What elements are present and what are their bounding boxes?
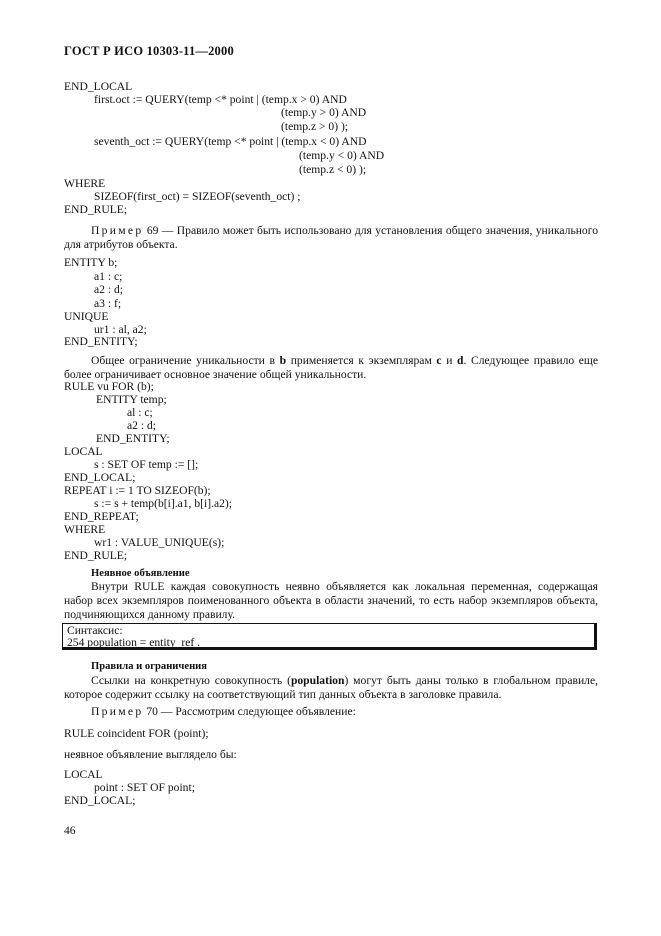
- code-line: REPEAT i := 1 TO SIZEOF(b);: [64, 484, 211, 497]
- code-line: LOCAL: [64, 445, 103, 458]
- text-run: Внутри RULE каждая совокупность неявно объявляется как локальная переменная, содержащая набор всех экземпляров поименованного объекта в области значений, то есть набор экземпляров объекта, подчиняющихся данному правилу.: [64, 580, 598, 621]
- code-line: (temp.z < 0) );: [299, 163, 367, 176]
- text-run: Ссылки на конкретную совокупность (: [91, 674, 291, 687]
- code-line: al : c;: [127, 406, 153, 419]
- text-line: неявное объявление выглядело бы:: [64, 748, 237, 761]
- syntax-box: [62, 623, 597, 650]
- implicit-paragraph: [64, 580, 598, 622]
- code-line: s := s + temp(b[i].a1, b[i].a2);: [94, 497, 232, 510]
- code-line: ENTITY temp;: [96, 393, 167, 406]
- text-run: ) могут быть даны только в глобальном правиле, которое содержит ссылку на соответствующий тип данных объекта в заголовке правила.: [64, 674, 599, 701]
- bold-term: population: [290, 674, 345, 687]
- text-run: применяется к экземплярам: [286, 354, 437, 367]
- example-text: 69 — Правило может быть использовано для установления общего значения, уникального для атрибутов объекта.: [64, 224, 598, 251]
- code-line: first.oct := QUERY(temp <* point | (temp.x > 0) AND: [94, 93, 347, 106]
- code-line: RULE vu FOR (b);: [64, 380, 154, 393]
- unique-paragraph: [64, 354, 598, 382]
- code-line: END_ENTITY;: [96, 432, 170, 445]
- code-line: wr1 : VALUE_UNIQUE(s);: [94, 536, 225, 549]
- text-run: и: [441, 354, 458, 367]
- example-text: 70 — Рассмотрим следующее объявление:: [143, 705, 356, 718]
- code-line: END_ENTITY;: [64, 335, 138, 348]
- syntax-rule: 254 population = entity_ref .: [67, 636, 201, 649]
- bold-term: b: [279, 354, 287, 367]
- code-line: a1 : c;: [94, 270, 123, 283]
- section-heading-implicit: Неявное объявление: [91, 568, 190, 579]
- code-line: WHERE: [64, 523, 106, 536]
- code-line: END_LOCAL: [64, 80, 133, 93]
- bold-term: c: [436, 354, 442, 367]
- section-heading-rules: Правила и ограничения: [91, 661, 208, 672]
- code-line: RULE coincident FOR (point);: [64, 727, 209, 740]
- rules-paragraph: [64, 674, 598, 702]
- code-line: ENTITY b;: [64, 256, 118, 269]
- code-line: END_LOCAL;: [64, 471, 136, 484]
- bold-term: d: [457, 354, 464, 367]
- text-run: Общее ограничение уникальности в: [91, 354, 280, 367]
- code-line: ur1 : al, a2;: [94, 323, 147, 336]
- syntax-label: Синтаксис:: [67, 624, 123, 637]
- code-line: (temp.y < 0) AND: [299, 149, 385, 162]
- example-70-paragraph: [64, 705, 598, 719]
- code-line: END_RULE;: [64, 203, 128, 216]
- code-line: UNIQUE: [64, 310, 109, 323]
- example-label: Пример: [91, 224, 144, 237]
- code-line: a2 : d;: [94, 283, 123, 296]
- code-line: WHERE: [64, 177, 106, 190]
- code-line: (temp.y > 0) AND: [281, 106, 367, 119]
- code-line: SIZEOF(first_oct) = SIZEOF(seventh_oct) ;: [94, 190, 301, 203]
- code-line: seventh_oct := QUERY(temp <* point | (temp.x < 0) AND: [94, 135, 367, 148]
- page-number: 46: [64, 824, 76, 837]
- example-label: Пример: [91, 705, 144, 718]
- document-header: ГОСТ Р ИСО 10303-11—2000: [64, 44, 234, 58]
- code-line: point : SET OF point;: [94, 781, 195, 794]
- code-line: a3 : f;: [94, 297, 122, 310]
- example-69-paragraph: [64, 224, 598, 252]
- code-line: END_REPEAT;: [64, 510, 139, 523]
- code-line: END_RULE;: [64, 549, 128, 562]
- code-line: END_LOCAL;: [64, 794, 136, 807]
- text-run: . Следующее правило еще более ограничивает основное значение общей уникальности.: [64, 354, 599, 381]
- code-line: s : SET OF temp := [];: [94, 458, 199, 471]
- code-line: a2 : d;: [127, 419, 156, 432]
- code-line: (temp.z > 0) );: [281, 120, 349, 133]
- code-line: LOCAL: [64, 768, 103, 781]
